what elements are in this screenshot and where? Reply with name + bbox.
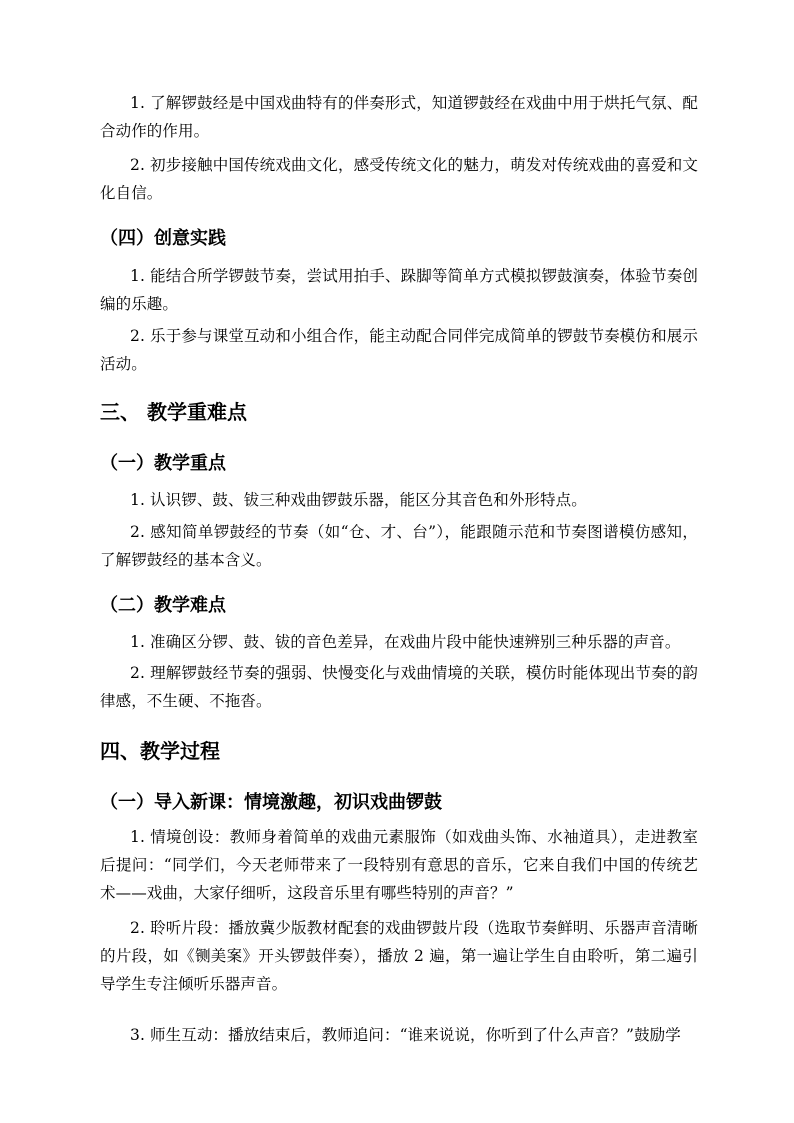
heading-key-points: （一）教学重点 (100, 453, 226, 474)
heading-difficult-points: （二）教学难点 (100, 595, 226, 616)
paragraph-intro-1: 1. 情境创设：教师身着简单的戏曲元素服饰（如戏曲头饰、水袖道具），走进教室后提问：“同学们，今天老师带来了一段特别有意思的音乐，它来自我们中国的传统艺术——戏曲，大家仔细听，这段音乐里有哪些特别的声音？” (100, 828, 698, 902)
heading-key-difficult-points: 三、 教学重难点 (100, 400, 247, 424)
paragraph-aesthetic-2: 2. 初步接触中国传统戏曲文化，感受传统文化的魅力，萌发对传统戏曲的喜爱和文化自信。 (100, 156, 698, 202)
paragraph-intro-2: 2. 聆听片段：播放冀少版教材配套的戏曲锣鼓片段（选取节奏鲜明、乐器声音清晰的片段，如《铡美案》开头锣鼓伴奏），播放 2 遍，第一遍让学生自由聆听，第二遍引导学生专注倾听乐器声音。 (100, 919, 698, 993)
paragraph-intro-3: 3. 师生互动：播放结束后，教师追问：“谁来说说，你听到了什么声音？”鼓励学 (130, 1026, 681, 1044)
heading-teaching-process: 四、教学过程 (100, 739, 220, 763)
paragraph-creative-1: 1. 能结合所学锣鼓节奏，尝试用拍手、跺脚等简单方式模拟锣鼓演奏，体验节奏创编的乐趣。 (100, 267, 698, 313)
heading-creative-practice: （四）创意实践 (100, 228, 226, 249)
paragraph-key-1: 1. 认识锣、鼓、钹三种戏曲锣鼓乐器，能区分其音色和外形特点。 (130, 491, 587, 509)
heading-lesson-intro: （一）导入新课：情境激趣，初识戏曲锣鼓 (100, 792, 442, 813)
paragraph-aesthetic-1: 1. 了解锣鼓经是中国戏曲特有的伴奏形式，知道锣鼓经在戏曲中用于烘托气氛、配合动作的作用。 (100, 94, 698, 140)
paragraph-difficult-1: 1. 准确区分锣、鼓、钹的音色差异，在戏曲片段中能快速辨别三种乐器的声音。 (130, 633, 681, 651)
paragraph-creative-2: 2. 乐于参与课堂互动和小组合作，能主动配合同伴完成简单的锣鼓节奏模仿和展示活动。 (100, 327, 698, 373)
paragraph-key-2: 2. 感知简单锣鼓经的节奏（如“仓、才、台”），能跟随示范和节奏图谱模仿感知，了解锣鼓经的基本含义。 (100, 523, 698, 569)
paragraph-difficult-2: 2. 理解锣鼓经节奏的强弱、快慢变化与戏曲情境的关联，模仿时能体现出节奏的韵律感，不生硬、不拖沓。 (100, 664, 698, 710)
